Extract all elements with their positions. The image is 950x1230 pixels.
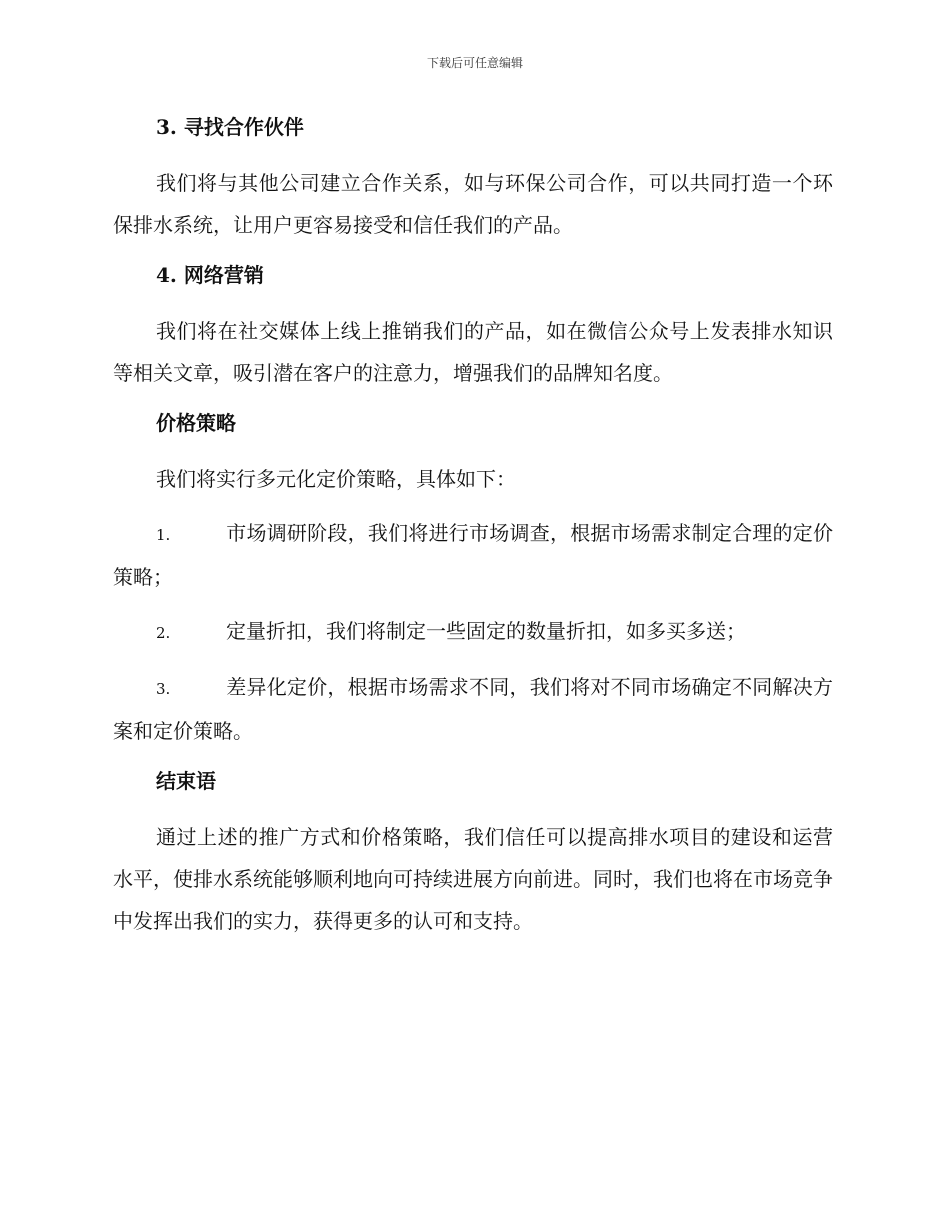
pricing-item-2: [113, 610, 833, 654]
page-header-note: 下载后可任意编辑: [426, 56, 523, 70]
section-heading-partner: 3. 寻找合作伙伴: [156, 115, 304, 139]
list-text: 差异化定价，根据市场需求不同，我们将对不同市场确定不同解决方案和定价策略。: [113, 675, 833, 743]
document-body: [113, 110, 833, 942]
section-heading-online: 4. 网络营销: [156, 263, 264, 287]
section-body-online: 我们将在社交媒体上线上推销我们的产品，如在微信公众号上发表排水知识等相关文章，吸引潜在客户的注意力，增强我们的品牌知名度。: [113, 319, 833, 385]
section-body-conclusion: 通过上述的推广方式和价格策略，我们信任可以提高排水项目的建设和运营水平，使排水系统能够顺利地向可持续进展方向前进。同时，我们也将在市场竞争中发挥出我们的实力，获得更多的认可和支持。: [113, 825, 833, 933]
list-text: 定量折扣，我们将制定一些固定的数量折扣，如多买多送；: [226, 619, 746, 643]
list-number: 3.: [156, 680, 171, 698]
section-heading-pricing: 价格策略: [156, 411, 236, 435]
list-number: 2.: [156, 624, 171, 642]
list-text: 市场调研阶段，我们将进行市场调查，根据市场需求制定合理的定价策略；: [113, 521, 833, 589]
list-number: 1.: [156, 526, 171, 544]
pricing-item-1: [113, 512, 833, 598]
pricing-item-3: [113, 666, 833, 752]
section-heading-conclusion: 结束语: [156, 769, 216, 793]
pricing-intro: 我们将实行多元化定价策略，具体如下：: [156, 467, 516, 491]
section-body-partner: 我们将与其他公司建立合作关系，如与环保公司合作，可以共同打造一个环保排水系统，让用户更容易接受和信任我们的产品。: [113, 171, 833, 237]
